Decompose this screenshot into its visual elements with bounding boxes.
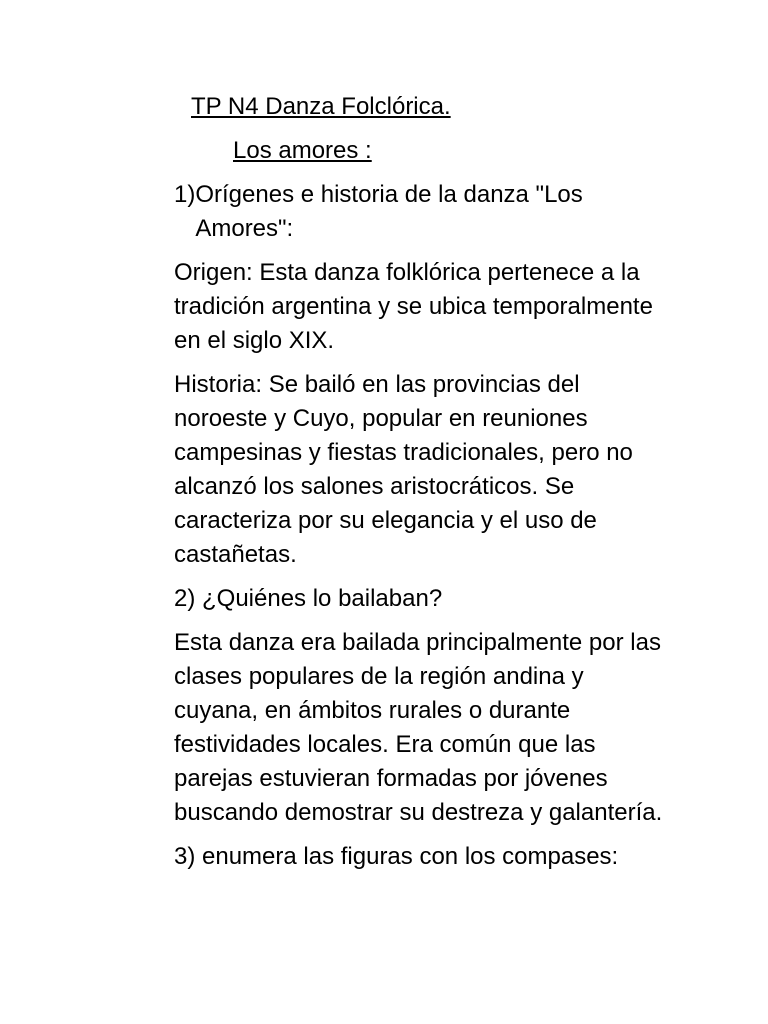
question-1-number: 1) <box>174 181 196 208</box>
document-subtitle: Los amores : <box>233 137 372 164</box>
document-title: TP N4 Danza Folclórica. <box>191 93 451 120</box>
question-1-text: Orígenes e historia de la danza "Los Amores": <box>195 181 583 242</box>
answer-2-paragraph: Esta danza era bailada principalmente por las clases populares de la región andina y cuyana, en ámbitos rurales o durante festividades locales. Era común que las parejas estuvieran formadas por jóvenes buscando demostrar su destreza y galantería. <box>174 629 663 826</box>
question-3: 3) enumera las figuras con los compases: <box>174 843 619 870</box>
history-paragraph: Historia: Se bailó en las provincias del noroeste y Cuyo, popular en reuniones campesinas y fiestas tradicionales, pero no alcanzó los salones aristocráticos. Se caracteriza por su elegancia y el uso de castañetas. <box>174 371 633 568</box>
question-2: 2) ¿Quiénes lo bailaban? <box>174 585 443 612</box>
document-content <box>174 90 664 884</box>
question-1 <box>174 178 664 246</box>
origin-paragraph: Origen: Esta danza folklórica pertenece a la tradición argentina y se ubica temporalmente en el siglo XIX. <box>174 259 653 354</box>
